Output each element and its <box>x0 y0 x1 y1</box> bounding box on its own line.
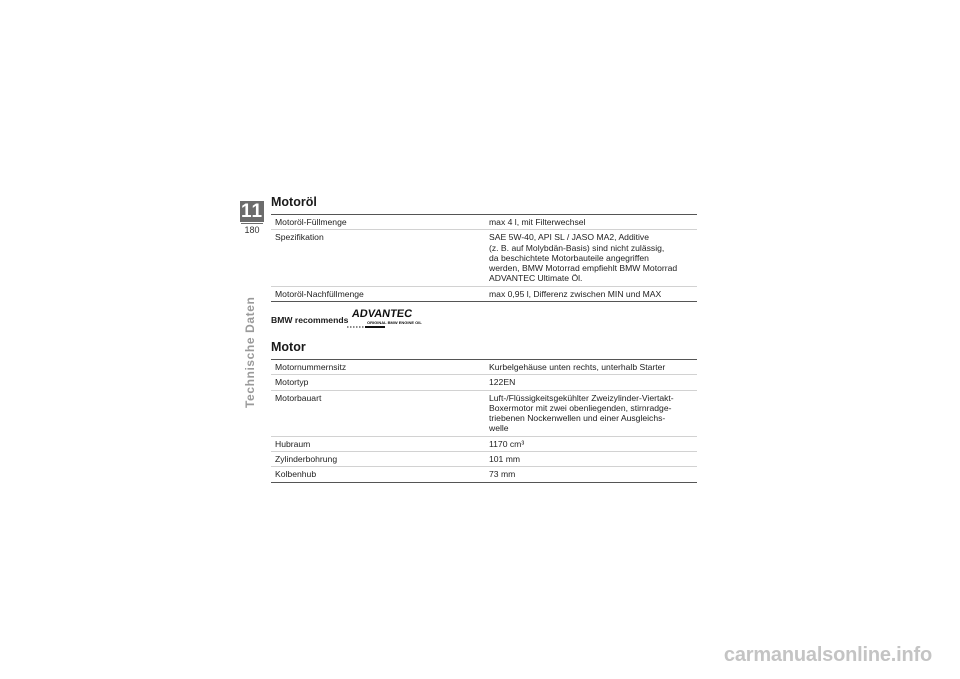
table-row <box>271 287 697 302</box>
table-row <box>271 467 697 482</box>
section-heading-motor: Motor <box>271 340 306 354</box>
svg-text:ADVANTEC: ADVANTEC <box>351 308 413 320</box>
table-row <box>271 452 697 467</box>
advantec-logo <box>347 306 431 330</box>
chapter-divider <box>241 223 263 224</box>
spec-value: Luft-/Flüssigkeitsgekühlter Zweizylinder-Viertakt- Boxermotor mit zwei obenliegenden, stirnradge- triebenen Nockenwellen und einer Ausgleichs- welle <box>489 392 674 434</box>
table-row <box>271 230 697 286</box>
spec-label: Motornummernsitz <box>275 362 347 372</box>
spec-value: max 0,95 l, Differenz zwischen MIN und MAX <box>489 288 662 299</box>
spec-value: SAE 5W-40, API SL / JASO MA2, Additive (z. B. auf Molybdän-Basis) sind nicht zulässig, da beschichtete Motorbauteile angegriffen werden, BMW Motorrad empfiehlt BMW Motorrad ADVANTEC Ultimate Öl. <box>489 232 678 284</box>
table-row <box>271 391 697 437</box>
table-row <box>271 375 697 390</box>
spec-label: Motoröl-Nachfüllmenge <box>275 288 364 299</box>
page-number: 180 <box>244 225 260 235</box>
table-row <box>271 215 697 230</box>
table-row <box>271 437 697 452</box>
spec-value: 122EN <box>489 377 516 388</box>
chapter-title: Technische Daten <box>243 296 257 408</box>
spec-label: Zylinderbohrung <box>275 454 338 465</box>
spec-value: 1170 cm³ <box>489 438 525 449</box>
spec-value: 101 mm <box>489 454 521 465</box>
spec-value: 73 mm <box>489 469 516 480</box>
bmw-recommends-banner <box>271 306 431 330</box>
svg-text:ORIGINAL BMW ENGINE OIL: ORIGINAL BMW ENGINE OIL <box>367 320 422 325</box>
section-heading-motoroel: Motoröl <box>271 195 317 209</box>
spec-table-motor <box>271 359 697 483</box>
spec-label: Kolbenhub <box>275 469 317 480</box>
watermark-text[interactable]: carmanualsonline.info <box>723 644 932 666</box>
spec-label: Hubraum <box>275 438 311 449</box>
spec-value: max 4 l, mit Filterwechsel <box>489 217 586 227</box>
spec-label: Spezifikation <box>275 232 324 243</box>
table-row <box>271 360 697 375</box>
chapter-number: 11 <box>240 201 264 222</box>
spec-value: Kurbelgehäuse unten rechts, unterhalb Starter <box>489 362 666 372</box>
spec-label: Motorbauart <box>275 392 322 403</box>
spec-label: Motoröl-Füllmenge <box>275 217 347 227</box>
recommends-text: BMW recommends <box>271 315 349 325</box>
spec-label: Motortyp <box>275 377 309 388</box>
spec-table-motoroel <box>271 214 697 302</box>
